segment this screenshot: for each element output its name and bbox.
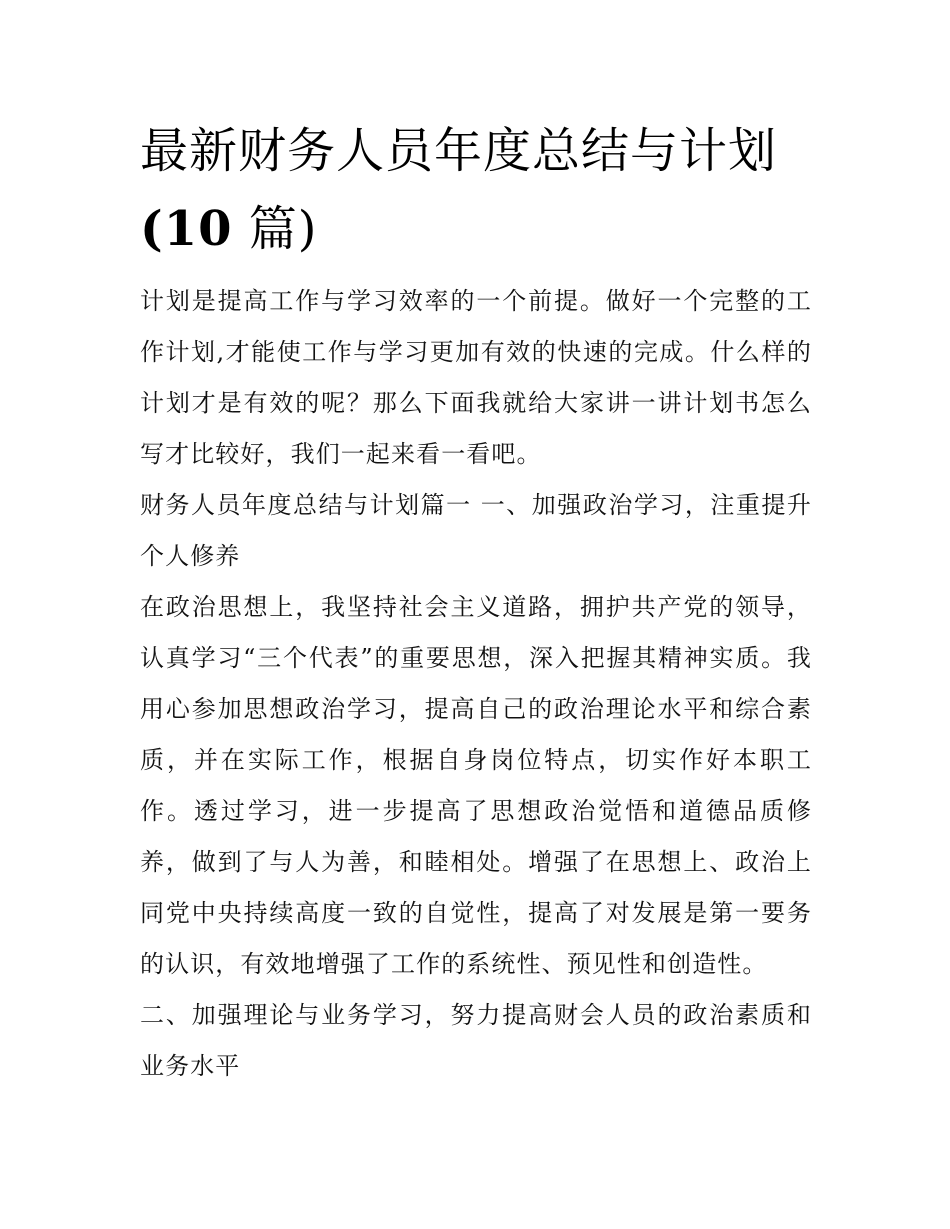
document-body — [140, 112, 812, 1092]
section-one-heading: 财务人员年度总结与计划篇一 一、加强政治学习，注重提升个人修养 — [140, 491, 812, 570]
title-count-number: (10 — [140, 201, 233, 257]
document-title — [140, 112, 812, 268]
title-count-word: 篇) — [232, 201, 318, 257]
title-line-1: 最新财务人员年度总结与计划 — [140, 123, 778, 179]
political-study-paragraph: 在政治思想上，我坚持社会主义道路，拥护共产党的领导，认真学习“三个代表”的重要思想，深入把握其精神实质。我用心参加思想政治学习，提高自己的政治理论水平和综合素质，并在实际工作，根据自身岗位特点，切实作好本职工作。透过学习，进一步提高了思想政治觉悟和道德品质修养，做到了与人为善，和睦相处。增强了在思想上、政治上同党中央持续高度一致的自觉性，提高了对发展是第一要务的认识，有效地增强了工作的系统性、预见性和创造性。 — [140, 593, 812, 978]
section-two-heading: 二、加强理论与业务学习，努力提高财会人员的政治素质和业务水平 — [140, 1001, 812, 1080]
intro-paragraph: 计划是提高工作与学习效率的一个前提。做好一个完整的工作计划,才能使工作与学习更加有效的快速的完成。什么样的计划才是有效的呢？那么下面我就给大家讲一讲计划书怎么写才比较好，我们一起来看一看吧。 — [140, 287, 812, 468]
